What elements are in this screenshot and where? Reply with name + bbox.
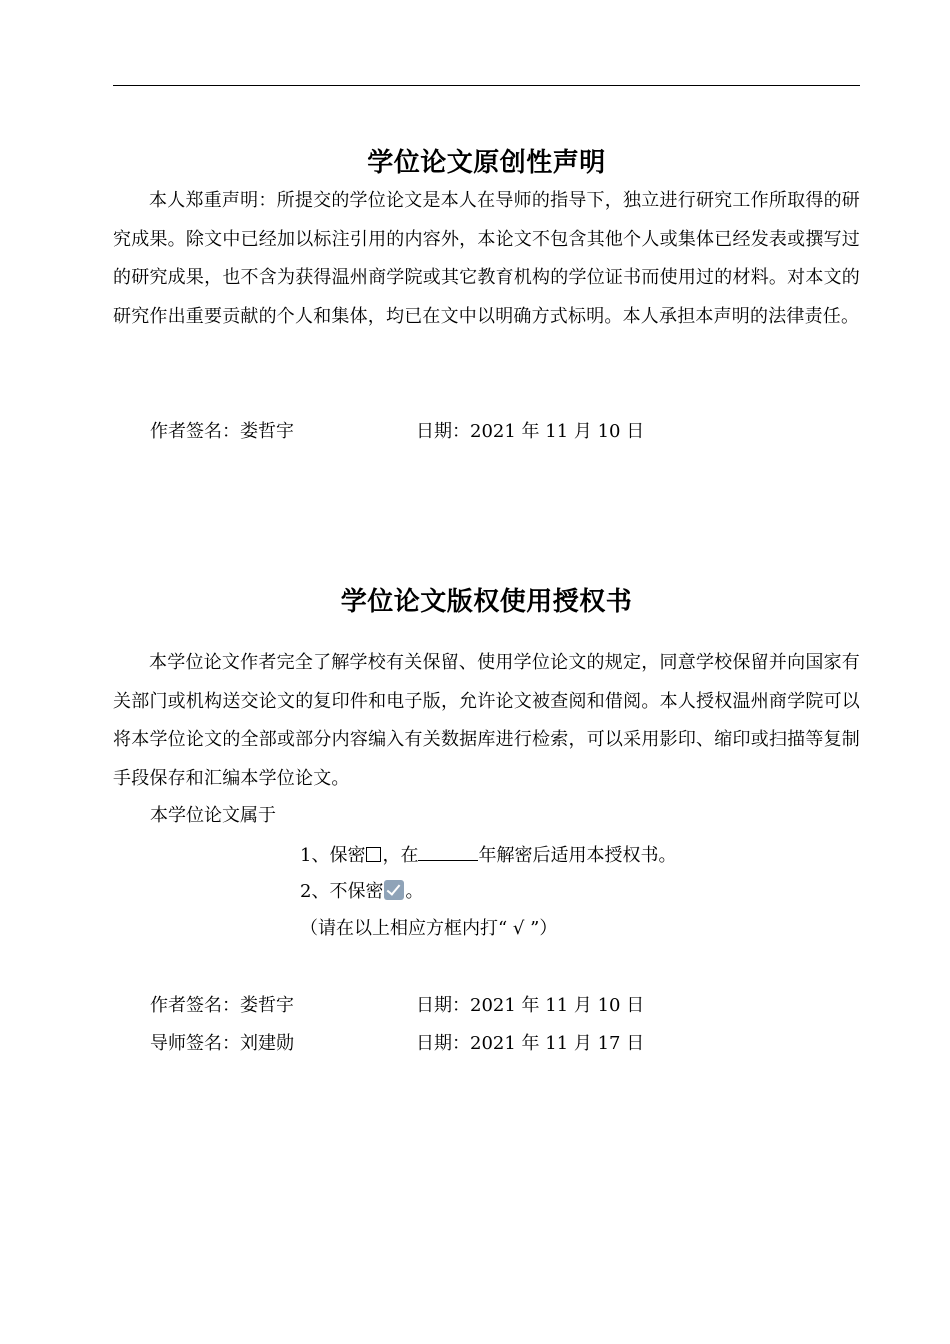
- authorization-body: 本学位论文作者完全了解学校有关保留、使用学位论文的规定，同意学校保留并向国家有关部门或机构送交论文的复印件和电子版，允许论文被查阅和借阅。本人授权温州商学院可以将本学位论文的全部或部分内容编入有关数据库进行检索，可以采用影印、缩印或扫描等复制手段保存和汇编本学位论文。: [113, 652, 860, 789]
- option-not-confidential: [300, 880, 423, 904]
- advisor-date: 日期：2021 年 11 月 17 日: [416, 1033, 645, 1054]
- authorization-author-date: 日期：2021 年 11 月 10 日: [416, 995, 645, 1016]
- belongs-to-label: 本学位论文属于: [150, 805, 276, 826]
- authorization-title: 学位论文版权使用授权书: [340, 587, 633, 617]
- originality-title: 学位论文原创性声明: [367, 148, 606, 178]
- option-confidential-middle: ，在: [382, 845, 419, 866]
- originality-date: 日期：2021 年 11 月 10 日: [416, 421, 645, 442]
- originality-body: 本人郑重声明：所提交的学位论文是本人在导师的指导下，独立进行研究工作所取得的研究成果。除文中已经加以标注引用的内容外，本论文不包含其他个人或集体已经发表或撰写过的研究成果，也不含为获得温州商学院或其它教育机构的学位证书而使用过的材料。对本文的研究作出重要贡献的个人和集体，均已在文中以明确方式标明。本人承担本声明的法律责任。: [113, 190, 860, 327]
- originality-author-signature: 作者签名：娄哲宇: [150, 421, 294, 442]
- option-not-confidential-prefix: 2、不保密: [300, 881, 384, 902]
- header-rule: [113, 85, 860, 86]
- option-not-confidential-suffix: 。: [405, 881, 424, 902]
- not-confidential-checkbox-checked-icon[interactable]: [384, 880, 404, 900]
- option-confidential-suffix: 年解密后适用本授权书。: [478, 845, 677, 866]
- confidential-checkbox[interactable]: [366, 847, 381, 862]
- decrypt-year-blank[interactable]: [418, 842, 478, 861]
- authorization-author-signature: 作者签名：娄哲宇: [150, 995, 294, 1016]
- option-confidential: [300, 842, 676, 868]
- option-confidential-prefix: 1、保密: [300, 845, 366, 866]
- checkbox-instruction: （请在以上相应方框内打“ √ ”）: [300, 918, 558, 939]
- advisor-signature: 导师签名：刘建勋: [150, 1033, 294, 1054]
